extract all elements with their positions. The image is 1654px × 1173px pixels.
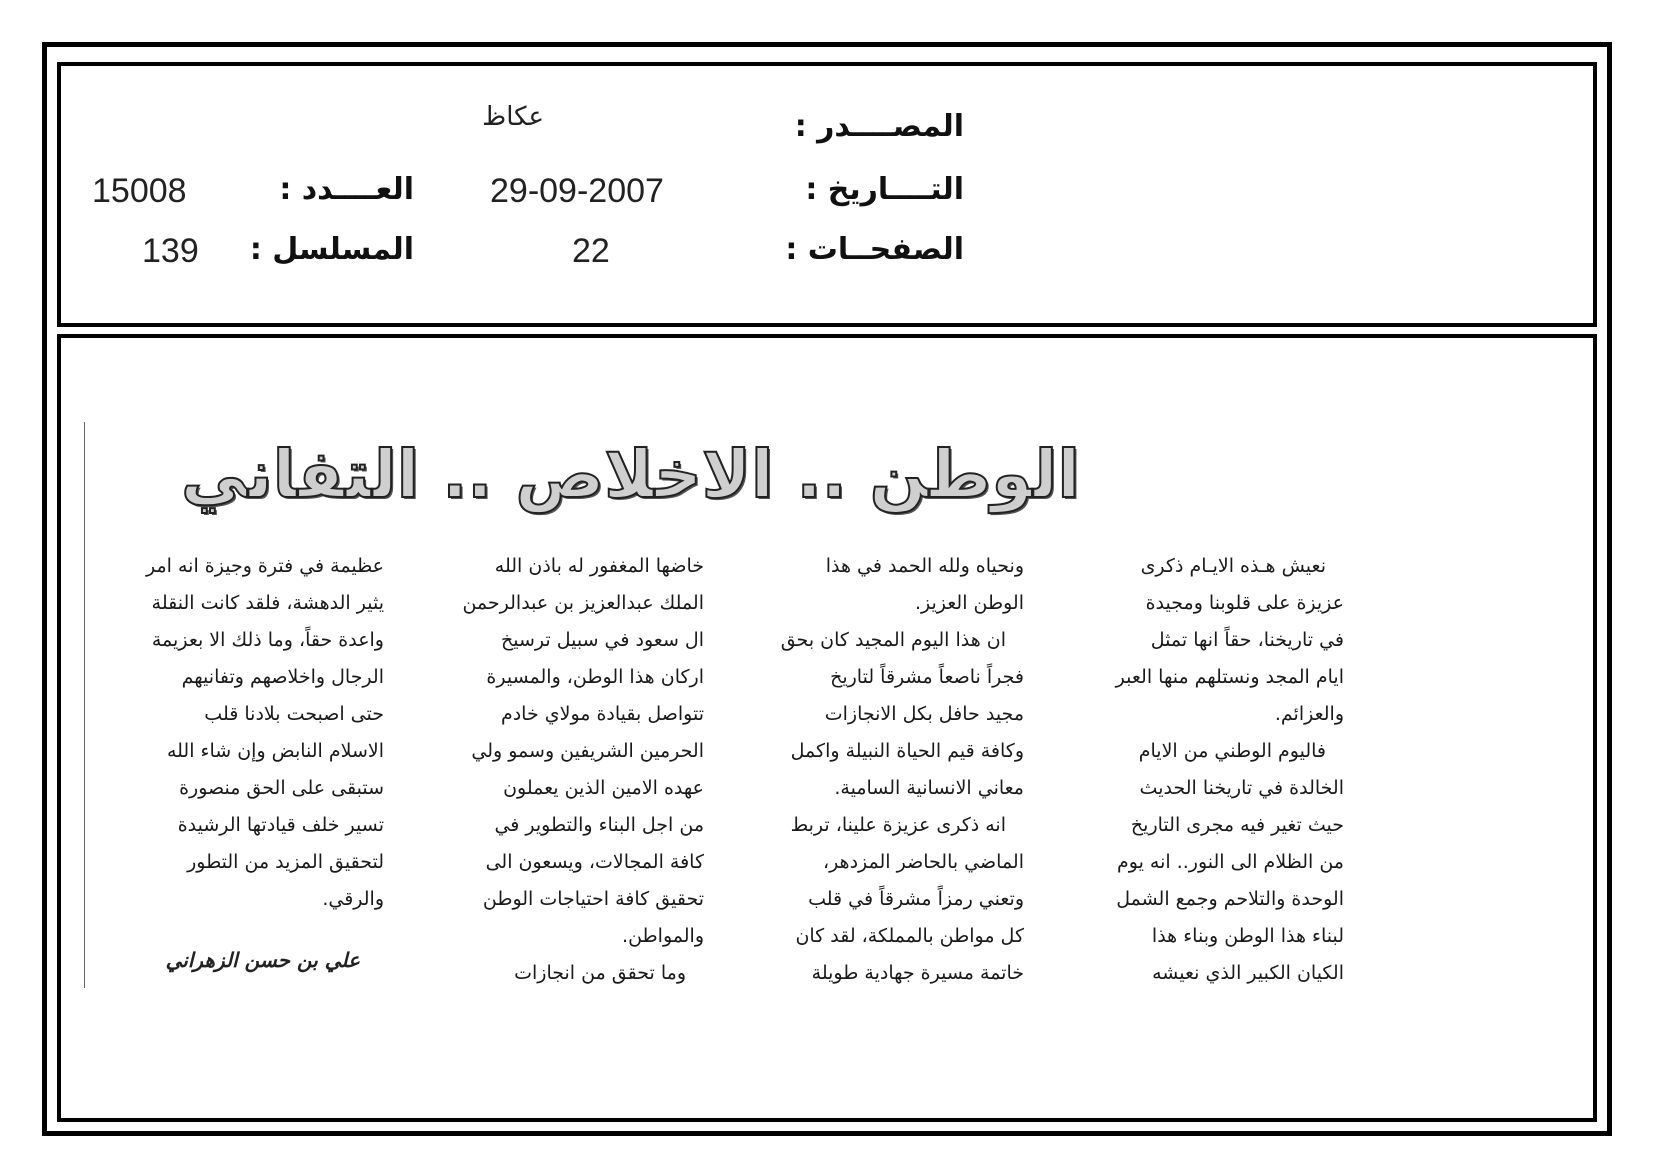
text-line: عهده الامين الذين يعملون (503, 777, 704, 799)
issue-label: العــــدد : (279, 172, 414, 207)
text-line: عزيزة على قلوبنا ومجيدة (1145, 592, 1344, 614)
text-line: من الظلام الى النور.. انه يوم (1117, 851, 1344, 873)
text-line: يثير الدهشة، فلقد كانت النقلة (151, 592, 384, 614)
text-line: الاسلام النابض وإن شاء الله (166, 740, 384, 762)
date-label: التــــاريخ : (805, 172, 964, 207)
text-line: خاتمة مسيرة جهادية طويلة (811, 962, 1024, 984)
text-line: ونحياه ولله الحمد في هذا (825, 555, 1024, 577)
text-line: والرقي. (322, 888, 384, 910)
text-line: ال سعود في سبيل ترسيخ (501, 629, 704, 651)
text-line: فاليوم الوطني من الايام (1138, 740, 1326, 762)
text-line: لتحقيق المزيد من التطور (187, 851, 384, 873)
text-line: معاني الانسانية السامية. (834, 777, 1024, 799)
text-line: تتواصل بقيادة مولاي خادم (500, 703, 704, 725)
text-line: الرجال واخلاصهم وتفانيهم (181, 666, 384, 688)
text-line: الملك عبدالعزيز بن عبدالرحمن (462, 592, 704, 614)
text-line: نعيش هـذه الايـام ذكرى (1140, 555, 1326, 577)
text-line: كافة المجالات، ويسعون الى (485, 851, 704, 873)
text-line: وما تحقق من انجازات (514, 962, 686, 984)
pages-label: الصفحــات : (785, 232, 964, 267)
article-headline: الوطن .. الاخلاص .. التفاني (181, 436, 1080, 513)
issue-value: 15008 (92, 172, 187, 210)
text-line: وتعني رمزاً مشرقاً في قلب (808, 888, 1024, 910)
text-line: ايام المجد ونستلهم منها العبر (1115, 666, 1344, 688)
article-column-4 (100, 548, 384, 918)
source-label: المصــــدر : (794, 109, 964, 144)
text-line: الوحدة والتلاحم وجمع الشمل (1116, 888, 1344, 910)
text-line: تسير خلف قيادتها الرشيدة (177, 814, 384, 836)
text-line: حيث تغير فيه مجرى التاريخ (1130, 814, 1344, 836)
text-line: فجراً ناصعاً مشرقاً لتاريخ (830, 666, 1024, 688)
text-line: الوطن العزيز. (914, 592, 1024, 614)
text-line: كل مواطن بالمملكة، لقد كان (795, 925, 1024, 947)
text-line: الماضي بالحاضر المزدهر، (822, 851, 1024, 873)
date-value: 29-09-2007 (490, 172, 664, 210)
text-line: انه ذكرى عزيزة علينا، تربط (790, 814, 1006, 836)
text-line: مجيد حافل بكل الانجازات (824, 703, 1024, 725)
text-line: عظيمة في فترة وجيزة انه امر (146, 555, 384, 577)
text-line: حتى اصبحت بلادنا قلب (204, 703, 384, 725)
serial-value: 139 (142, 232, 199, 270)
text-line: الكيان الكبير الذي نعيشه (1152, 962, 1344, 984)
text-line: خاضها المغفور له باذن الله (494, 555, 704, 577)
column-rule (84, 422, 85, 988)
text-line: ستبقى على الحق منصورة (179, 777, 384, 799)
pages-value: 22 (572, 232, 610, 270)
text-line: من اجل البناء والتطوير في (494, 814, 704, 836)
article-column-2 (740, 548, 1024, 992)
text-line: في تاريخنا، حقاً انها تمثل (1150, 629, 1344, 651)
author-signature: علي بن حسن الزهراني (165, 948, 360, 972)
article-column-1 (1060, 548, 1344, 992)
text-line: تحقيق كافة احتياجات الوطن (482, 888, 704, 910)
text-line: وكافة قيم الحياة النبيلة واكمل (790, 740, 1024, 762)
text-line: ان هذا اليوم المجيد كان بحق (780, 629, 1006, 651)
article-column-3 (420, 548, 704, 992)
source-value: عكاظ (482, 102, 544, 132)
text-line: والمواطن. (622, 925, 704, 947)
serial-label: المسلسل : (249, 232, 414, 267)
text-line: الحرمين الشريفين وسمو ولي (471, 740, 704, 762)
text-line: والعزائم. (1274, 703, 1344, 725)
text-line: اركان هذا الوطن، والمسيرة (486, 666, 704, 688)
text-line: الخالدة في تاريخنا الحديث (1139, 777, 1344, 799)
text-line: لبناء هذا الوطن وبناء هذا (1151, 925, 1344, 947)
text-line: واعدة حقاً، وما ذلك الا بعزيمة (151, 629, 384, 651)
